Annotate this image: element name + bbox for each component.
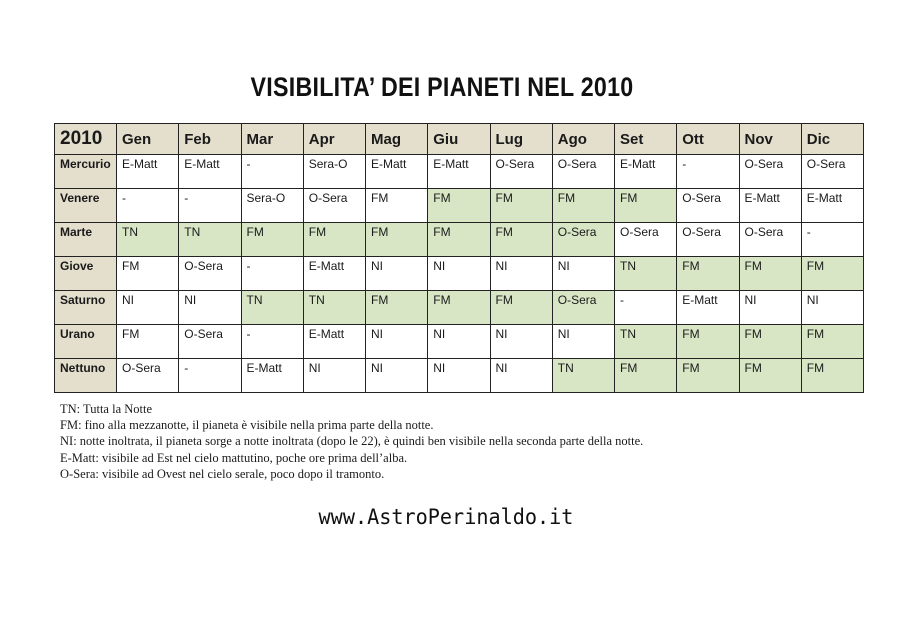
visibility-cell: FM [615,359,677,393]
visibility-cell: NI [490,359,552,393]
visibility-cell: NI [490,257,552,291]
month-header: Gen [117,124,179,155]
visibility-cell: FM [739,325,801,359]
visibility-cell: FM [615,189,677,223]
visibility-cell: O-Sera [615,223,677,257]
visibility-cell: E-Matt [303,325,365,359]
legend-item: E-Matt: visibile ad Est nel cielo mattutino, poche ore prima dell’alba. [60,450,408,465]
planet-name: Urano [55,325,117,359]
visibility-cell: O-Sera [552,291,614,325]
planet-name: Nettuno [55,359,117,393]
visibility-cell: - [241,325,303,359]
visibility-cell: NI [117,291,179,325]
visibility-cell: FM [428,189,490,223]
visibility-cell: E-Matt [739,189,801,223]
visibility-cell: FM [677,325,739,359]
table-row [55,189,864,223]
visibility-cell: O-Sera [552,155,614,189]
visibility-cell: O-Sera [303,189,365,223]
month-header: Set [615,124,677,155]
table-row [55,359,864,393]
month-header: Giu [428,124,490,155]
visibility-cell: - [801,223,863,257]
planet-name: Saturno [55,291,117,325]
legend-item: O-Sera: visibile ad Ovest nel cielo serale, poco dopo il tramonto. [60,466,385,481]
visibility-cell: - [615,291,677,325]
visibility-cell: E-Matt [241,359,303,393]
visibility-cell: - [241,155,303,189]
visibility-cell: NI [366,359,428,393]
visibility-cell: NI [428,325,490,359]
month-header: Nov [739,124,801,155]
visibility-cell: E-Matt [117,155,179,189]
visibility-cell: NI [303,359,365,393]
visibility-cell: TN [241,291,303,325]
legend-item: NI: notte inoltrata, il pianeta sorge a notte inoltrata (dopo le 22), è quindi ben visibile nella seconda parte della notte. [60,434,644,449]
visibility-cell: TN [117,223,179,257]
visibility-cell: FM [677,257,739,291]
month-header: Mar [241,124,303,155]
visibility-cell: FM [241,223,303,257]
visibility-cell: TN [552,359,614,393]
visibility-cell: FM [117,325,179,359]
month-header: Ago [552,124,614,155]
visibility-cell: Sera-O [241,189,303,223]
visibility-cell: FM [801,257,863,291]
visibility-cell: - [117,189,179,223]
visibility-cell: FM [366,223,428,257]
visibility-cell: NI [366,325,428,359]
visibility-cell: NI [552,325,614,359]
visibility-cell: O-Sera [179,257,241,291]
visibility-cell: O-Sera [739,223,801,257]
visibility-cell: FM [428,223,490,257]
visibility-cell: NI [428,257,490,291]
visibility-cell: E-Matt [179,155,241,189]
visibility-cell: E-Matt [366,155,428,189]
visibility-cell: FM [366,189,428,223]
visibility-cell: FM [490,291,552,325]
visibility-cell: TN [615,257,677,291]
visibility-cell: - [677,155,739,189]
legend-item: TN: Tutta la Notte [60,402,153,416]
visibility-cell: NI [739,291,801,325]
month-header: Apr [303,124,365,155]
table-row [55,155,864,189]
visibility-cell: E-Matt [801,189,863,223]
planet-name: Mercurio [55,155,117,189]
visibility-cell: E-Matt [615,155,677,189]
visibility-cell: NI [366,257,428,291]
visibility-cell: - [241,257,303,291]
visibility-cell: FM [428,291,490,325]
visibility-cell: O-Sera [490,155,552,189]
visibility-cell: O-Sera [677,189,739,223]
visibility-cell: Sera-O [303,155,365,189]
planet-name: Marte [55,223,117,257]
visibility-cell: NI [179,291,241,325]
visibility-cell: FM [801,325,863,359]
visibility-cell: NI [428,359,490,393]
month-header: Lug [490,124,552,155]
month-header: Dic [801,124,863,155]
visibility-cell: E-Matt [303,257,365,291]
visibility-cell: NI [490,325,552,359]
planet-name: Venere [55,189,117,223]
visibility-cell: TN [179,223,241,257]
visibility-cell: TN [615,325,677,359]
visibility-cell: FM [677,359,739,393]
visibility-cell: NI [801,291,863,325]
visibility-cell: O-Sera [552,223,614,257]
month-header: Mag [366,124,428,155]
table-header-row [55,124,864,155]
visibility-cell: O-Sera [739,155,801,189]
visibility-cell: FM [366,291,428,325]
visibility-cell: - [179,359,241,393]
year-header: 2010 [55,124,117,155]
visibility-cell: - [179,189,241,223]
visibility-cell: FM [117,257,179,291]
legend-item: FM: fino alla mezzanotte, il pianeta è visibile nella prima parte della notte. [60,418,434,433]
table-row [55,257,864,291]
visibility-cell: FM [552,189,614,223]
visibility-cell: E-Matt [677,291,739,325]
visibility-cell: NI [552,257,614,291]
visibility-cell: O-Sera [677,223,739,257]
visibility-cell: FM [739,257,801,291]
visibility-cell: FM [490,189,552,223]
visibility-cell: TN [303,291,365,325]
visibility-cell: FM [490,223,552,257]
table-row [55,325,864,359]
table-row [55,291,864,325]
visibility-cell: O-Sera [117,359,179,393]
visibility-cell: O-Sera [801,155,863,189]
planet-name: Giove [55,257,117,291]
visibility-table [54,123,864,393]
month-header: Feb [179,124,241,155]
table-row [55,223,864,257]
visibility-cell: FM [801,359,863,393]
legend [60,401,860,482]
month-header: Ott [677,124,739,155]
visibility-cell: E-Matt [428,155,490,189]
visibility-cell: FM [739,359,801,393]
page-title: VISIBILITA’ DEI PIANETI NEL 2010 [250,72,634,102]
visibility-cell: O-Sera [179,325,241,359]
website-link[interactable]: www.AstroPerinaldo.it [318,505,574,529]
visibility-cell: FM [303,223,365,257]
